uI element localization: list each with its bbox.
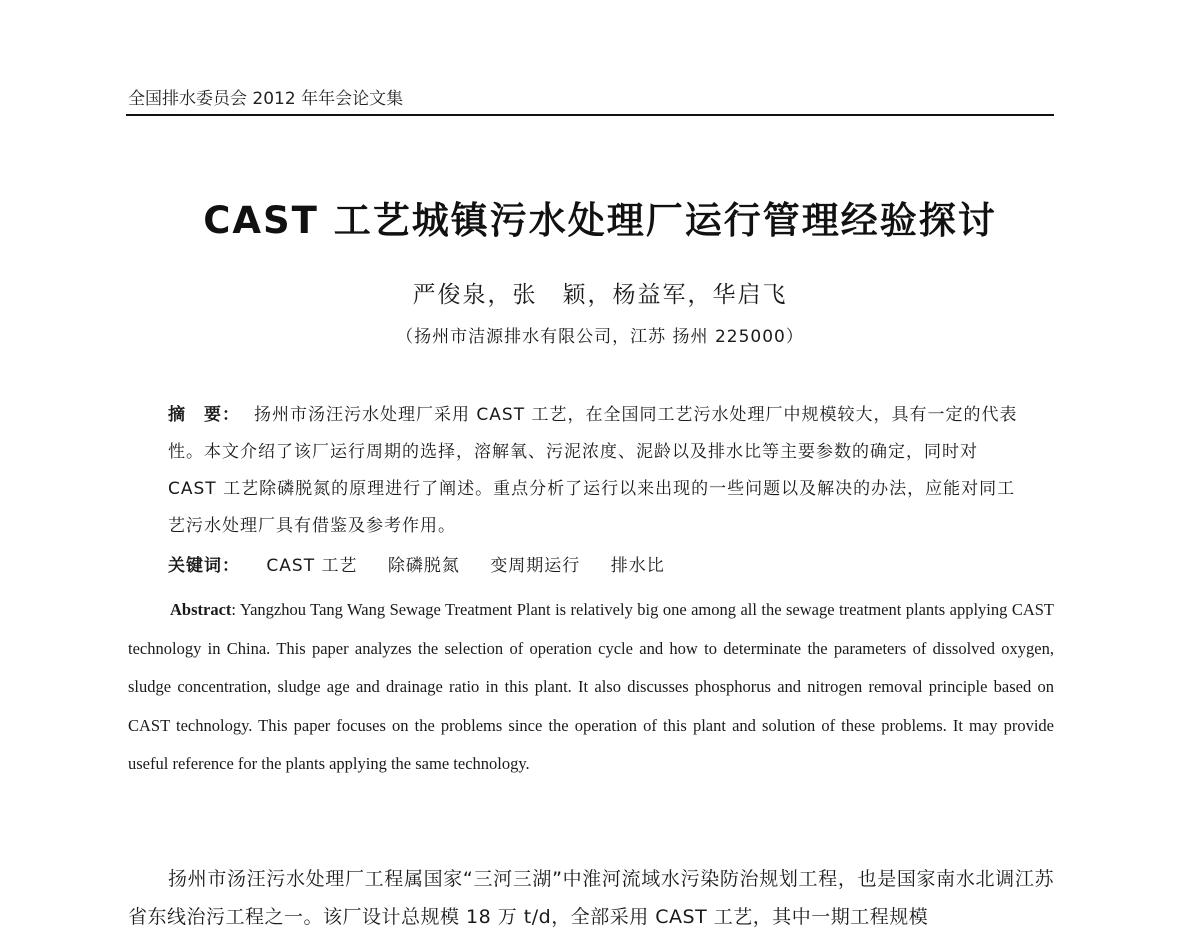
keywords-label: 关键词：	[168, 556, 240, 576]
keyword: 变周期运行	[490, 556, 581, 576]
body-paragraph: 扬州市汤汪污水处理厂工程属国家“三河三湖”中淮河流域水污染防治规划工程，也是国家南水北调江苏省东线治污工程之一。该厂设计总规模 18 万 t/d，全部采用 CAST 工艺，其中一期工程规模	[128, 868, 1054, 928]
paper-authors: 严俊泉，张 颖，杨益军，华启飞	[412, 282, 788, 308]
english-abstract-text: : Yangzhou Tang Wang Sewage Treatment Plant is relatively big one among all the sewage treatment plants applying CAST technology in China. This paper analyzes the selection of operation cycle and how to determinate the parameters of dissolved oxygen, sludge concentration, sludge age and drainage ratio in this plant. It also discusses phosphorus and nitrogen removal principle based on CAST technology. This paper focuses on the problems since the operation of this plant and solution of these problems. It may provide useful reference for the plants applying the same technology.	[128, 600, 1054, 774]
keyword: CAST 工艺	[266, 556, 358, 576]
header-divider	[126, 114, 1054, 116]
keyword: 除磷脱氮	[387, 556, 460, 576]
keyword: 排水比	[610, 556, 665, 576]
keywords	[168, 551, 689, 576]
paper-affiliation: （扬州市洁源排水有限公司，江苏 扬州 225000）	[396, 327, 804, 347]
running-header: 全国排水委员会 2012 年年会论文集	[128, 89, 404, 109]
paper-title: CAST 工艺城镇污水处理厂运行管理经验探讨	[203, 199, 997, 242]
english-abstract	[128, 591, 1054, 784]
english-abstract-label: Abstract	[170, 600, 232, 619]
chinese-abstract-label: 摘 要：	[168, 405, 240, 425]
chinese-abstract	[168, 397, 1028, 545]
chinese-abstract-text: 扬州市汤汪污水处理厂采用 CAST 工艺，在全国同工艺污水处理厂中规模较大，具有一定的代表性。本文介绍了该厂运行周期的选择，溶解氧、污泥浓度、泥龄以及排水比等主要参数的确定，同时对 CAST 工艺除磷脱氮的原理进行了阐述。重点分析了运行以来出现的一些问题以及解决的办法，应能对同工艺污水处理厂具有借鉴及参考作用。	[168, 405, 1018, 536]
